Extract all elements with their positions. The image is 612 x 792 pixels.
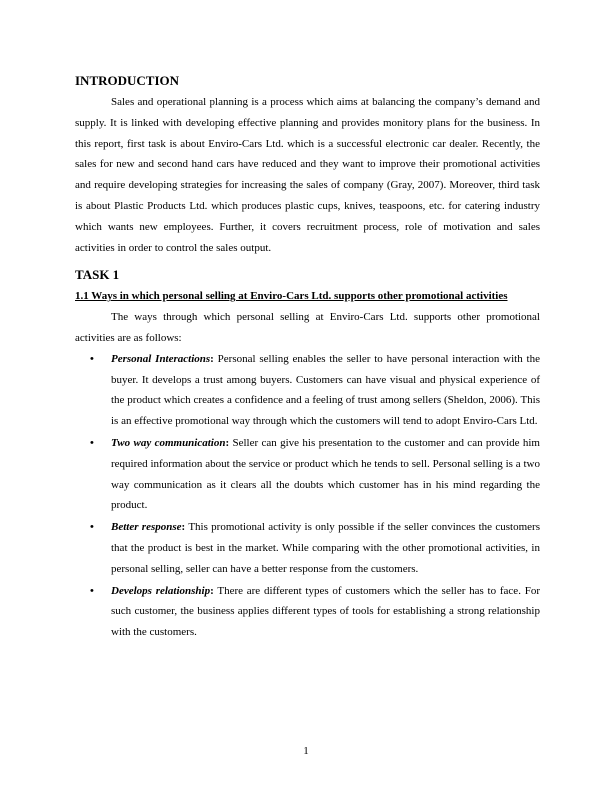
page-number: 1 xyxy=(303,745,309,757)
term-colon: : xyxy=(181,521,186,534)
bullet-icon: • xyxy=(90,352,94,365)
list-item-text: This promotional activity is only possible if the seller convinces the customers that the product is best in the market. While comparing with the other promotional activities, in personal selling, seller can have a better response from the customers. xyxy=(111,521,540,575)
list-item-term: Better response xyxy=(111,521,182,534)
list-item-personal-interactions xyxy=(75,349,540,432)
list-item-text: Personal selling enables the seller to have personal interaction with the buyer. It develops a trust among buyers. Customers can have visual and physical experience of the product which creates a confidence and a feeling of trust among sellers (Sheldon, 2006). This is an effective promotional way through which the customers will tend to adopt Enviro-Cars Ltd. xyxy=(111,352,540,428)
introduction-paragraph: Sales and operational planning is a process which aims at balancing the company’s demand and supply. It is linked with developing effective planning and provides monitory plans for the business. In this report, first task is about Enviro-Cars Ltd. which is a successful electronic car dealer. Recently, the sales for new and second hand cars have reduced and they want to improve their promotional activities and require developing strategies for increasing the sales of company (Gray, 2007). Moreover, third task is about Plastic Products Ltd. which produces plastic cups, knives, teaspoons, etc. for catering industry which wants new employees. Further, it covers recruitment process, role of motivation and sales activities in order to control the sales output. xyxy=(75,96,540,254)
list-item-term: Personal Interactions xyxy=(111,352,211,365)
list-item-term: Develops relationship xyxy=(111,584,211,597)
task1-subheading: 1.1 Ways in which personal selling at Enviro-Cars Ltd. supports other promotional activities xyxy=(75,290,508,303)
term-colon: : xyxy=(210,352,214,365)
bullet-icon: • xyxy=(90,584,94,597)
list-item-text: Seller can give his presentation to the customer and can provide him required information about the service or product which he tends to sell. Personal selling is a two way communication as it clears all the doubts which customer has in his mind regarding the product. xyxy=(111,436,540,512)
task1-intro-paragraph: The ways through which personal selling at Enviro-Cars Ltd. supports other promotional activities are as follows: xyxy=(75,311,540,344)
list-item-develops-relationship xyxy=(75,581,540,643)
list-item-two-way-communication xyxy=(75,433,540,516)
bullet-icon: • xyxy=(90,521,94,534)
list-item-term: Two way communication xyxy=(111,436,226,449)
bullet-icon: • xyxy=(90,436,94,449)
page-content xyxy=(75,72,540,644)
list-item-better-response xyxy=(75,517,540,579)
promotional-ways-list xyxy=(75,349,540,643)
term-colon: : xyxy=(210,584,214,597)
term-colon: : xyxy=(225,436,230,449)
introduction-heading: INTRODUCTION xyxy=(75,73,180,88)
list-item-text: There are different types of customers which the seller has to face. For such customer, the business applies different types of tools for establishing a strong relationship with the customers. xyxy=(111,584,540,639)
task1-heading: TASK 1 xyxy=(75,267,120,283)
